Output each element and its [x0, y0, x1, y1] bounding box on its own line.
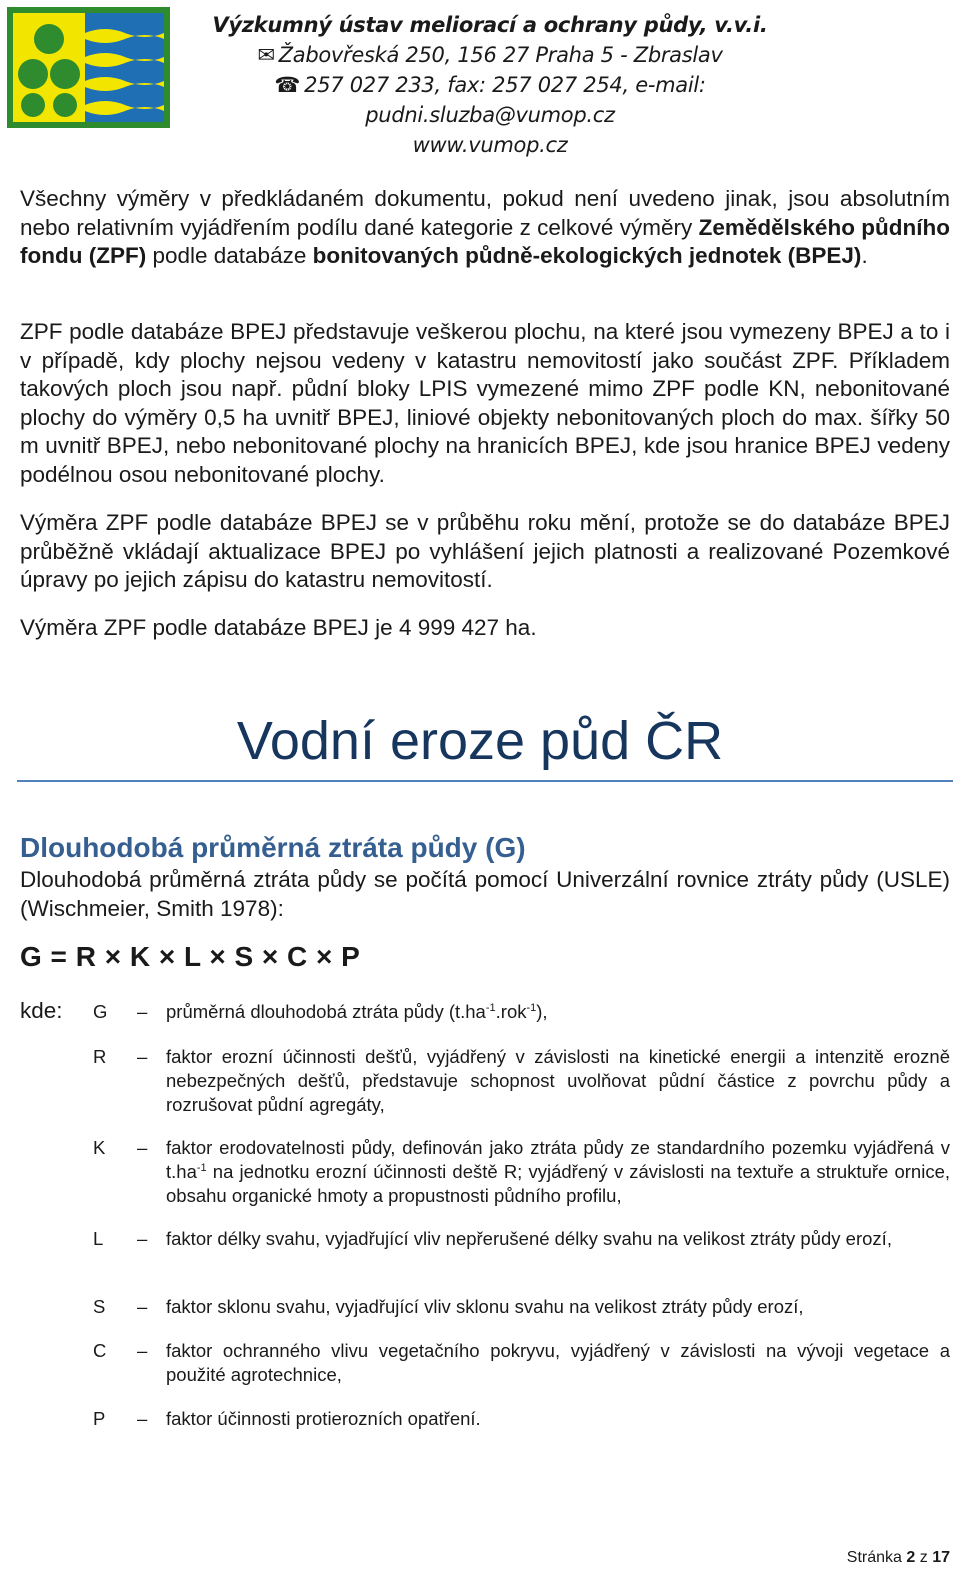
- title-divider: [17, 780, 953, 782]
- definition-dash: –: [137, 1137, 148, 1158]
- definition-symbol: C: [93, 1340, 107, 1361]
- definition-dash: –: [137, 1001, 148, 1022]
- intro-paragraph-3: Výměra ZPF podle databáze BPEJ se v průběhu roku mění, protože se do databáze BPEJ průběžně vkládají aktualizace BPEJ po vyhlášení jejich platnosti a realizované Pozemkové úpravy po jejich zápisu do katastru nemovitostí.: [20, 510, 950, 592]
- vumop-logo: [7, 7, 170, 128]
- intro-paragraph-1: [20, 185, 950, 271]
- definition-text-part: na jednotku erozní účinnosti deště R; vyjádřený v závislosti na textuře a struktuře ornice, obsahu organické hmoty a propustnosti půdního profilu,: [166, 1161, 950, 1206]
- intro-text: podle databáze: [146, 243, 313, 268]
- definition-symbol: P: [93, 1408, 106, 1429]
- definition-text: faktor účinnosti protierozních opatření.: [166, 1408, 481, 1429]
- definition-text-part: faktor erodovatelnosti půdy, definován jako ztráta půdy ze standardního pozemku vyjádřená v t.ha: [166, 1137, 950, 1182]
- definition-symbol: S: [93, 1296, 106, 1317]
- contact-line: [180, 70, 800, 130]
- definition-text: faktor ochranného vlivu vegetačního pokryvu, vyjádřený v závislosti na vývoji vegetace a použité agrotechnice,: [166, 1340, 950, 1385]
- definition-dash: –: [137, 1046, 148, 1067]
- definition-symbol: K: [93, 1137, 106, 1158]
- kde-label: kde:: [20, 998, 63, 1023]
- definition-text: faktor sklonu svahu, vyjadřující vliv sklonu svahu na velikost ztráty půdy erozí,: [166, 1296, 804, 1317]
- definition-symbol: L: [93, 1228, 104, 1249]
- definition-text: faktor erozní účinnosti dešťů, vyjádřený v závislosti na kinetické energii a intenzitě erozně nebezpečných dešťů, představuje schopnost uvolňovat půdní částice z povrchu půdy a rozrušovat půdní agregáty,: [166, 1046, 950, 1115]
- definition-text-part: .rok: [495, 1001, 527, 1022]
- intro-paragraph-4: Výměra ZPF podle databáze BPEJ je 4 999 427 ha.: [20, 615, 537, 640]
- current-page: 2: [906, 1549, 916, 1566]
- superscript: -1: [196, 1162, 207, 1174]
- section-subtitle: Dlouhodobá průměrná ztráta půdy (G): [20, 832, 526, 863]
- intro-bold-bpej: bonitovaných půdně-ekologických jednotek (BPEJ): [312, 243, 862, 268]
- total-pages: 17: [932, 1549, 950, 1566]
- definition-text: faktor délky svahu, vyjadřující vliv nepřerušené délky svahu na velikost ztráty půdy erozí,: [166, 1228, 892, 1249]
- definition-dash: –: [137, 1340, 148, 1361]
- usle-formula: G = R × K × L × S × C × P: [20, 941, 361, 972]
- definition-text: [166, 1136, 950, 1208]
- definition-text-part: ),: [536, 1001, 548, 1022]
- address-text: Žabovřeská 250, 156 27 Praha 5 - Zbraslav: [278, 43, 723, 67]
- superscript: -1: [485, 1002, 496, 1014]
- usle-lead-paragraph: Dlouhodobá průměrná ztráta půdy se počítá pomocí Univerzální rovnice ztráty půdy (USLE) (Wischmeier, Smith 1978):: [20, 867, 950, 921]
- institute-header: [180, 10, 800, 160]
- definition-symbol: G: [93, 1001, 108, 1022]
- definition-text-part: průměrná dlouhodobá ztráta půdy (t.ha: [166, 1001, 486, 1022]
- definition-text: [166, 1000, 950, 1024]
- intro-paragraph-2: ZPF podle databáze BPEJ představuje veškerou plochu, na které jsou vymezeny BPEJ a to i v případě, kdy plochy nejsou vedeny v katastru nemovitostí jako součást ZPF. Příkladem takových ploch jsou např. půdní bloky LPIS vymezené mimo ZPF podle KN, nebonitované plochy do výměry 0,5 ha uvnitř BPEJ, liniové objekty nebonitovaných ploch do max. šířky 50 m uvnitř BPEJ, nebo nebonitované plochy na hranicích BPEJ, kde jsou hranice BPEJ vedeny podélnou osou nebonitované plochy.: [20, 319, 950, 487]
- telephone-icon: ☎: [274, 73, 301, 97]
- page-number: [847, 1549, 950, 1567]
- contact-text: 257 027 233, fax: 257 027 254, e-mail: pudni.sluzba@vumop.cz: [304, 73, 706, 127]
- intro-text: Všechny výměry v předkládaném dokumentu, pokud není uvedeno jinak, jsou absolutním nebo relativním vyjádřením podílu dané kategorie z celkové výměry: [20, 186, 950, 240]
- intro-bold-zpf: Zemědělského půdního fondu (ZPF): [20, 214, 950, 268]
- intro-text: .: [861, 243, 868, 268]
- web-link[interactable]: www.vumop.cz: [412, 133, 568, 157]
- address-line: [180, 40, 800, 70]
- envelope-icon: ✉: [257, 43, 275, 67]
- definition-dash: –: [137, 1296, 148, 1317]
- section-title: Vodní eroze půd ČR: [236, 711, 724, 771]
- definition-symbol: R: [93, 1046, 107, 1067]
- page-word: Stránka: [846, 1549, 902, 1566]
- superscript: -1: [526, 1002, 537, 1014]
- definition-dash: –: [137, 1228, 148, 1249]
- institute-name: Výzkumný ústav meliorací a ochrany půdy, v.v.i.: [212, 13, 768, 37]
- definition-dash: –: [137, 1408, 148, 1429]
- of-word: z: [919, 1549, 928, 1566]
